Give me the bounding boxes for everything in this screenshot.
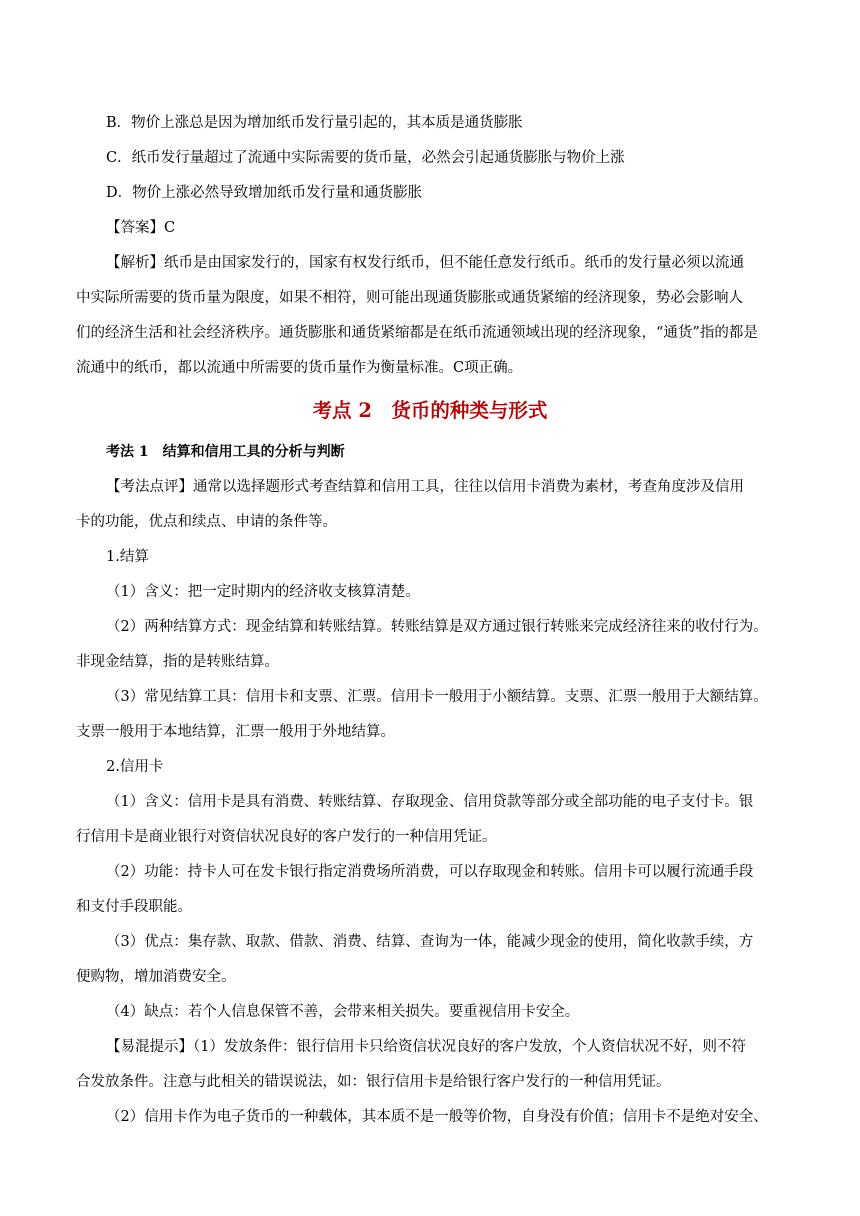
settlement-tools-paragraph (76, 680, 784, 750)
analysis-line: 流通中的纸币，都以流通中所需要的货币量作为衡量标准。C项正确。 (76, 360, 523, 376)
settlement-heading: 1.结算 (106, 549, 149, 565)
settlement-methods-paragraph (76, 610, 784, 680)
paragraph-line: （2）信用卡作为电子货币的一种载体，其本质不是一般等价物，自身没有价值；信用卡不是绝对安全、 (106, 1109, 768, 1125)
section-title: 考点 2 货币的种类与形式 (312, 399, 548, 422)
credit-card-advantages-paragraph (76, 925, 784, 995)
option-d: D．物价上涨必然导致增加纸币发行量和通货膨胀 (106, 185, 423, 201)
paragraph-line: （3）常见结算工具：信用卡和支票、汇票。信用卡一般用于小额结算。支票、汇票一般用于大额结算。 (106, 689, 768, 705)
paragraph-line: （2）两种结算方式：现金结算和转账结算。转账结算是双方通过银行转账来完成经济往来的收付行为。 (106, 619, 768, 635)
paragraph-line: （2）功能：持卡人可在发卡银行指定消费场所消费，可以存取现金和转账。信用卡可以履行流通手段 (106, 864, 754, 880)
credit-card-definition-paragraph (76, 785, 784, 855)
method-review-line: 【考法点评】通常以选择题形式考查结算和信用工具，往往以信用卡消费为素材，考查角度涉及信用 (106, 479, 744, 495)
analysis-line: 中实际所需要的货币量为限度，如果不相符，则可能出现通货膨胀或通货紧缩的经济现象，势必会影响人 (76, 290, 743, 306)
paragraph-line: 行信用卡是商业银行对资信状况良好的客户发行的一种信用凭证。 (76, 829, 497, 845)
settlement-definition: （1）含义：把一定时期内的经济收支核算清楚。 (106, 584, 420, 600)
paragraph-line: 合发放条件。注意与此相关的错误说法，如：银行信用卡是给银行客户发行的一种信用凭证。 (76, 1074, 671, 1090)
analysis-line: 【解析】纸币是由国家发行的，国家有权发行纸币，但不能任意发行纸币。纸币的发行量必须以流通 (106, 255, 744, 271)
paragraph-line: 支票一般用于本地结算，汇票一般用于外地结算。 (76, 724, 395, 740)
paragraph-line: 便购物，增加消费安全。 (76, 969, 236, 985)
option-c: C．纸币发行量超过了流通中实际需要的货币量，必然会引起通货膨胀与物价上涨 (106, 150, 625, 166)
credit-card-function-paragraph (76, 855, 784, 925)
analysis-paragraph (76, 246, 784, 386)
confusion-tip-paragraph (76, 1030, 784, 1135)
option-b: B．物价上涨总是因为增加纸币发行量引起的，其本质是通货膨胀 (106, 115, 523, 131)
method-review-paragraph (76, 470, 784, 540)
credit-card-heading: 2.信用卡 (106, 759, 164, 775)
method-title: 考法 1 结算和信用工具的分析与判断 (106, 444, 345, 460)
paragraph-line: 非现金结算，指的是转账结算。 (76, 654, 279, 670)
paragraph-line: 和支付手段职能。 (76, 899, 192, 915)
analysis-line: 们的经济生活和社会经济秩序。通货膨胀和通货紧缩都是在纸币流通领域出现的经济现象，“通货”指的都是 (76, 325, 758, 341)
paragraph-line: （3）优点：集存款、取款、借款、消费、结算、查询为一体，能减少现金的使用，简化收款手续，方 (106, 934, 754, 950)
credit-card-disadvantages: （4）缺点：若个人信息保管不善，会带来相关损失。要重视信用卡安全。 (106, 1004, 580, 1020)
paragraph-line: （1）含义：信用卡是具有消费、转账结算、存取现金、信用贷款等部分或全部功能的电子支付卡。银 (106, 794, 754, 810)
paragraph-line: 【易混提示】（1）发放条件：银行信用卡只给资信状况良好的客户发放，个人资信状况不好，则不符 (106, 1039, 746, 1055)
answer-line: 【答案】C (106, 220, 176, 236)
method-review-line: 卡的功能，优点和续点、申请的条件等。 (76, 514, 337, 530)
